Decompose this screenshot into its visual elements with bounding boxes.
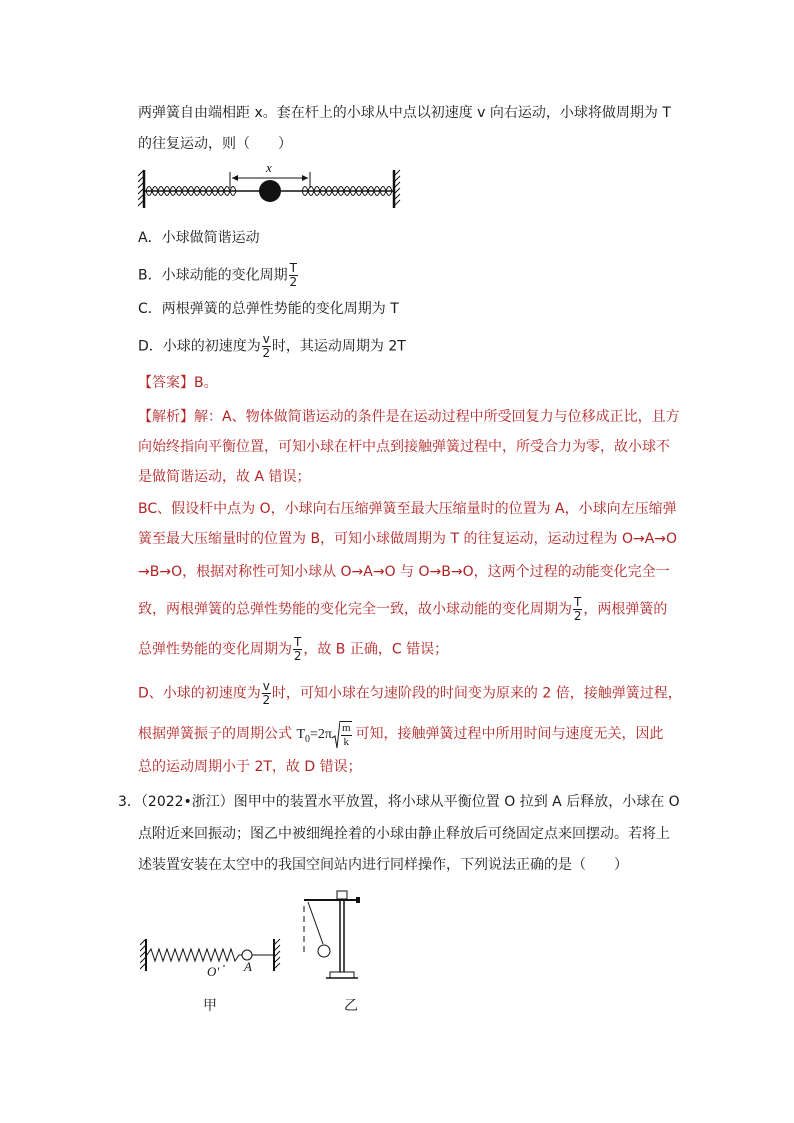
fraction-numerator: v bbox=[262, 679, 270, 693]
fraction-denominator: 2 bbox=[262, 346, 271, 360]
figure-yi-pendulum bbox=[296, 886, 386, 986]
fraction-denominator: k bbox=[343, 736, 350, 748]
analysis-line-2: 向始终指向平衡位置，可知小球在杆中点到接触弹簧过程中，所受合力为零，故小球不 bbox=[138, 439, 670, 455]
sqrt-symbol bbox=[332, 720, 352, 750]
jia-spring bbox=[147, 949, 242, 961]
option-b-fraction bbox=[289, 262, 298, 289]
yi-bob bbox=[318, 945, 330, 957]
question-text-line-1: 两弹簧自由端相距 x。套在杆上的小球从中点以初速度 v 向右运动，小球将做周期为 T bbox=[138, 105, 671, 121]
ball bbox=[259, 180, 281, 202]
analysis-tag: 【解析】 bbox=[138, 409, 194, 425]
analysis-line-3: 是做简谐运动，故 A 错误； bbox=[138, 469, 311, 485]
option-d-text: D．小球的初速度为 bbox=[138, 338, 261, 355]
analysis-line-8 bbox=[138, 636, 448, 663]
fraction-numerator: T bbox=[289, 261, 297, 275]
formula-t: T bbox=[296, 727, 306, 743]
option-d bbox=[138, 333, 406, 360]
caption-jia: 甲 bbox=[203, 998, 217, 1014]
yi-top-clamp bbox=[337, 891, 347, 899]
option-b bbox=[138, 262, 299, 289]
sqrt-fraction bbox=[341, 722, 352, 749]
analysis-fraction bbox=[262, 680, 271, 707]
formula-pi: π bbox=[324, 727, 332, 743]
answer-text: B。 bbox=[194, 375, 218, 391]
analysis-text: ，故 B 正确，C 错误； bbox=[303, 641, 449, 658]
question-text-line-2: 的往复运动，则（ ） bbox=[138, 136, 292, 152]
formula-subscript: 0 bbox=[305, 734, 311, 746]
analysis-text: 解：A、物体做简谐运动的条件是在运动过程中所受回复力与位移成正比，且方 bbox=[194, 409, 680, 425]
answer-line bbox=[138, 373, 218, 393]
fraction-numerator: m bbox=[342, 722, 351, 734]
caption-yi: 乙 bbox=[344, 998, 358, 1014]
figure-springs-ball bbox=[138, 158, 408, 214]
fraction-denominator: 2 bbox=[289, 275, 298, 289]
analysis-fraction bbox=[293, 636, 302, 663]
q3-line-3: 述装置安装在太空中的我国空间站内进行同样操作，下列说法正确的是（ ） bbox=[138, 857, 628, 873]
fraction-numerator: v bbox=[262, 332, 270, 346]
option-c: C．两根弹簧的总弹性势能的变化周期为 T bbox=[138, 301, 399, 317]
yi-base bbox=[330, 972, 354, 978]
analysis-line-4: BC、假设杆中点为 O，小球向右压缩弹簧至最大压缩量时的位置为 A，小球向左压缩弹 bbox=[138, 501, 677, 517]
option-d-fraction bbox=[262, 333, 271, 360]
analysis-line-1 bbox=[138, 407, 680, 427]
q3-line-2: 点附近来回振动；图乙中被细绳拴着的小球由静止释放后可绕固定点来回摆动。若将上 bbox=[138, 826, 670, 842]
yi-string bbox=[308, 902, 323, 944]
yi-arm-knob bbox=[356, 897, 360, 903]
analysis-text: D、小球的初速度为 bbox=[138, 685, 261, 702]
analysis-text: 时，可知小球在匀速阶段的时间变为原来的 2 倍，接触弹簧过程， bbox=[271, 685, 682, 702]
fraction-denominator: 2 bbox=[262, 693, 271, 707]
analysis-text: ，两根弹簧的 bbox=[583, 601, 668, 618]
analysis-line-10 bbox=[138, 720, 664, 750]
answer-tag: 【答案】 bbox=[138, 375, 194, 391]
analysis-text: 总弹性势能的变化周期为 bbox=[138, 641, 292, 658]
label-a: A bbox=[244, 959, 252, 974]
option-a: A．小球做简谐运动 bbox=[138, 230, 260, 246]
analysis-line-6: →B→O，根据对称性可知小球从 O→A→O 与 O→B→O，这两个过程的动能变化完全一 bbox=[138, 564, 670, 580]
analysis-line-7 bbox=[138, 596, 667, 623]
analysis-line-11: 总的运动周期小于 2T，故 D 错误； bbox=[138, 759, 362, 775]
analysis-line-9 bbox=[138, 680, 682, 707]
q3-line-1: 3．（2022•浙江）图甲中的装置水平放置，将小球从平衡位置 O 拉到 A 后释放，小球在 O bbox=[118, 794, 680, 810]
fraction-numerator: T bbox=[294, 635, 302, 649]
fraction-numerator: T bbox=[574, 595, 582, 609]
option-d-suffix: 时，其运动周期为 2T bbox=[271, 338, 406, 355]
fraction-denominator: 2 bbox=[293, 649, 302, 663]
option-b-text: B．小球动能的变化周期 bbox=[138, 267, 288, 284]
label-o-prime: O' bbox=[207, 964, 220, 979]
gap-arrow-right bbox=[302, 175, 308, 181]
gap-arrow-left bbox=[232, 175, 238, 181]
formula-eq: =2 bbox=[310, 727, 325, 743]
analysis-fraction bbox=[573, 596, 582, 623]
analysis-line-5: 簧至最大压缩量时的位置为 B，可知小球做周期为 T 的往复运动，运动过程为 O→A→O bbox=[138, 531, 678, 547]
analysis-text: 可知，接触弹簧过程中所用时间与速度无关，因此 bbox=[355, 726, 664, 743]
analysis-text: 根据弹簧振子的周期公式 bbox=[138, 726, 292, 743]
analysis-text: 致，两根弹簧的总弹性势能的变化完全一致，故小球动能的变化周期为 bbox=[138, 601, 572, 618]
fraction-denominator: 2 bbox=[573, 609, 582, 623]
sqrt-sign-icon bbox=[332, 720, 340, 750]
gap-label: x bbox=[266, 160, 272, 175]
period-formula bbox=[296, 722, 355, 748]
